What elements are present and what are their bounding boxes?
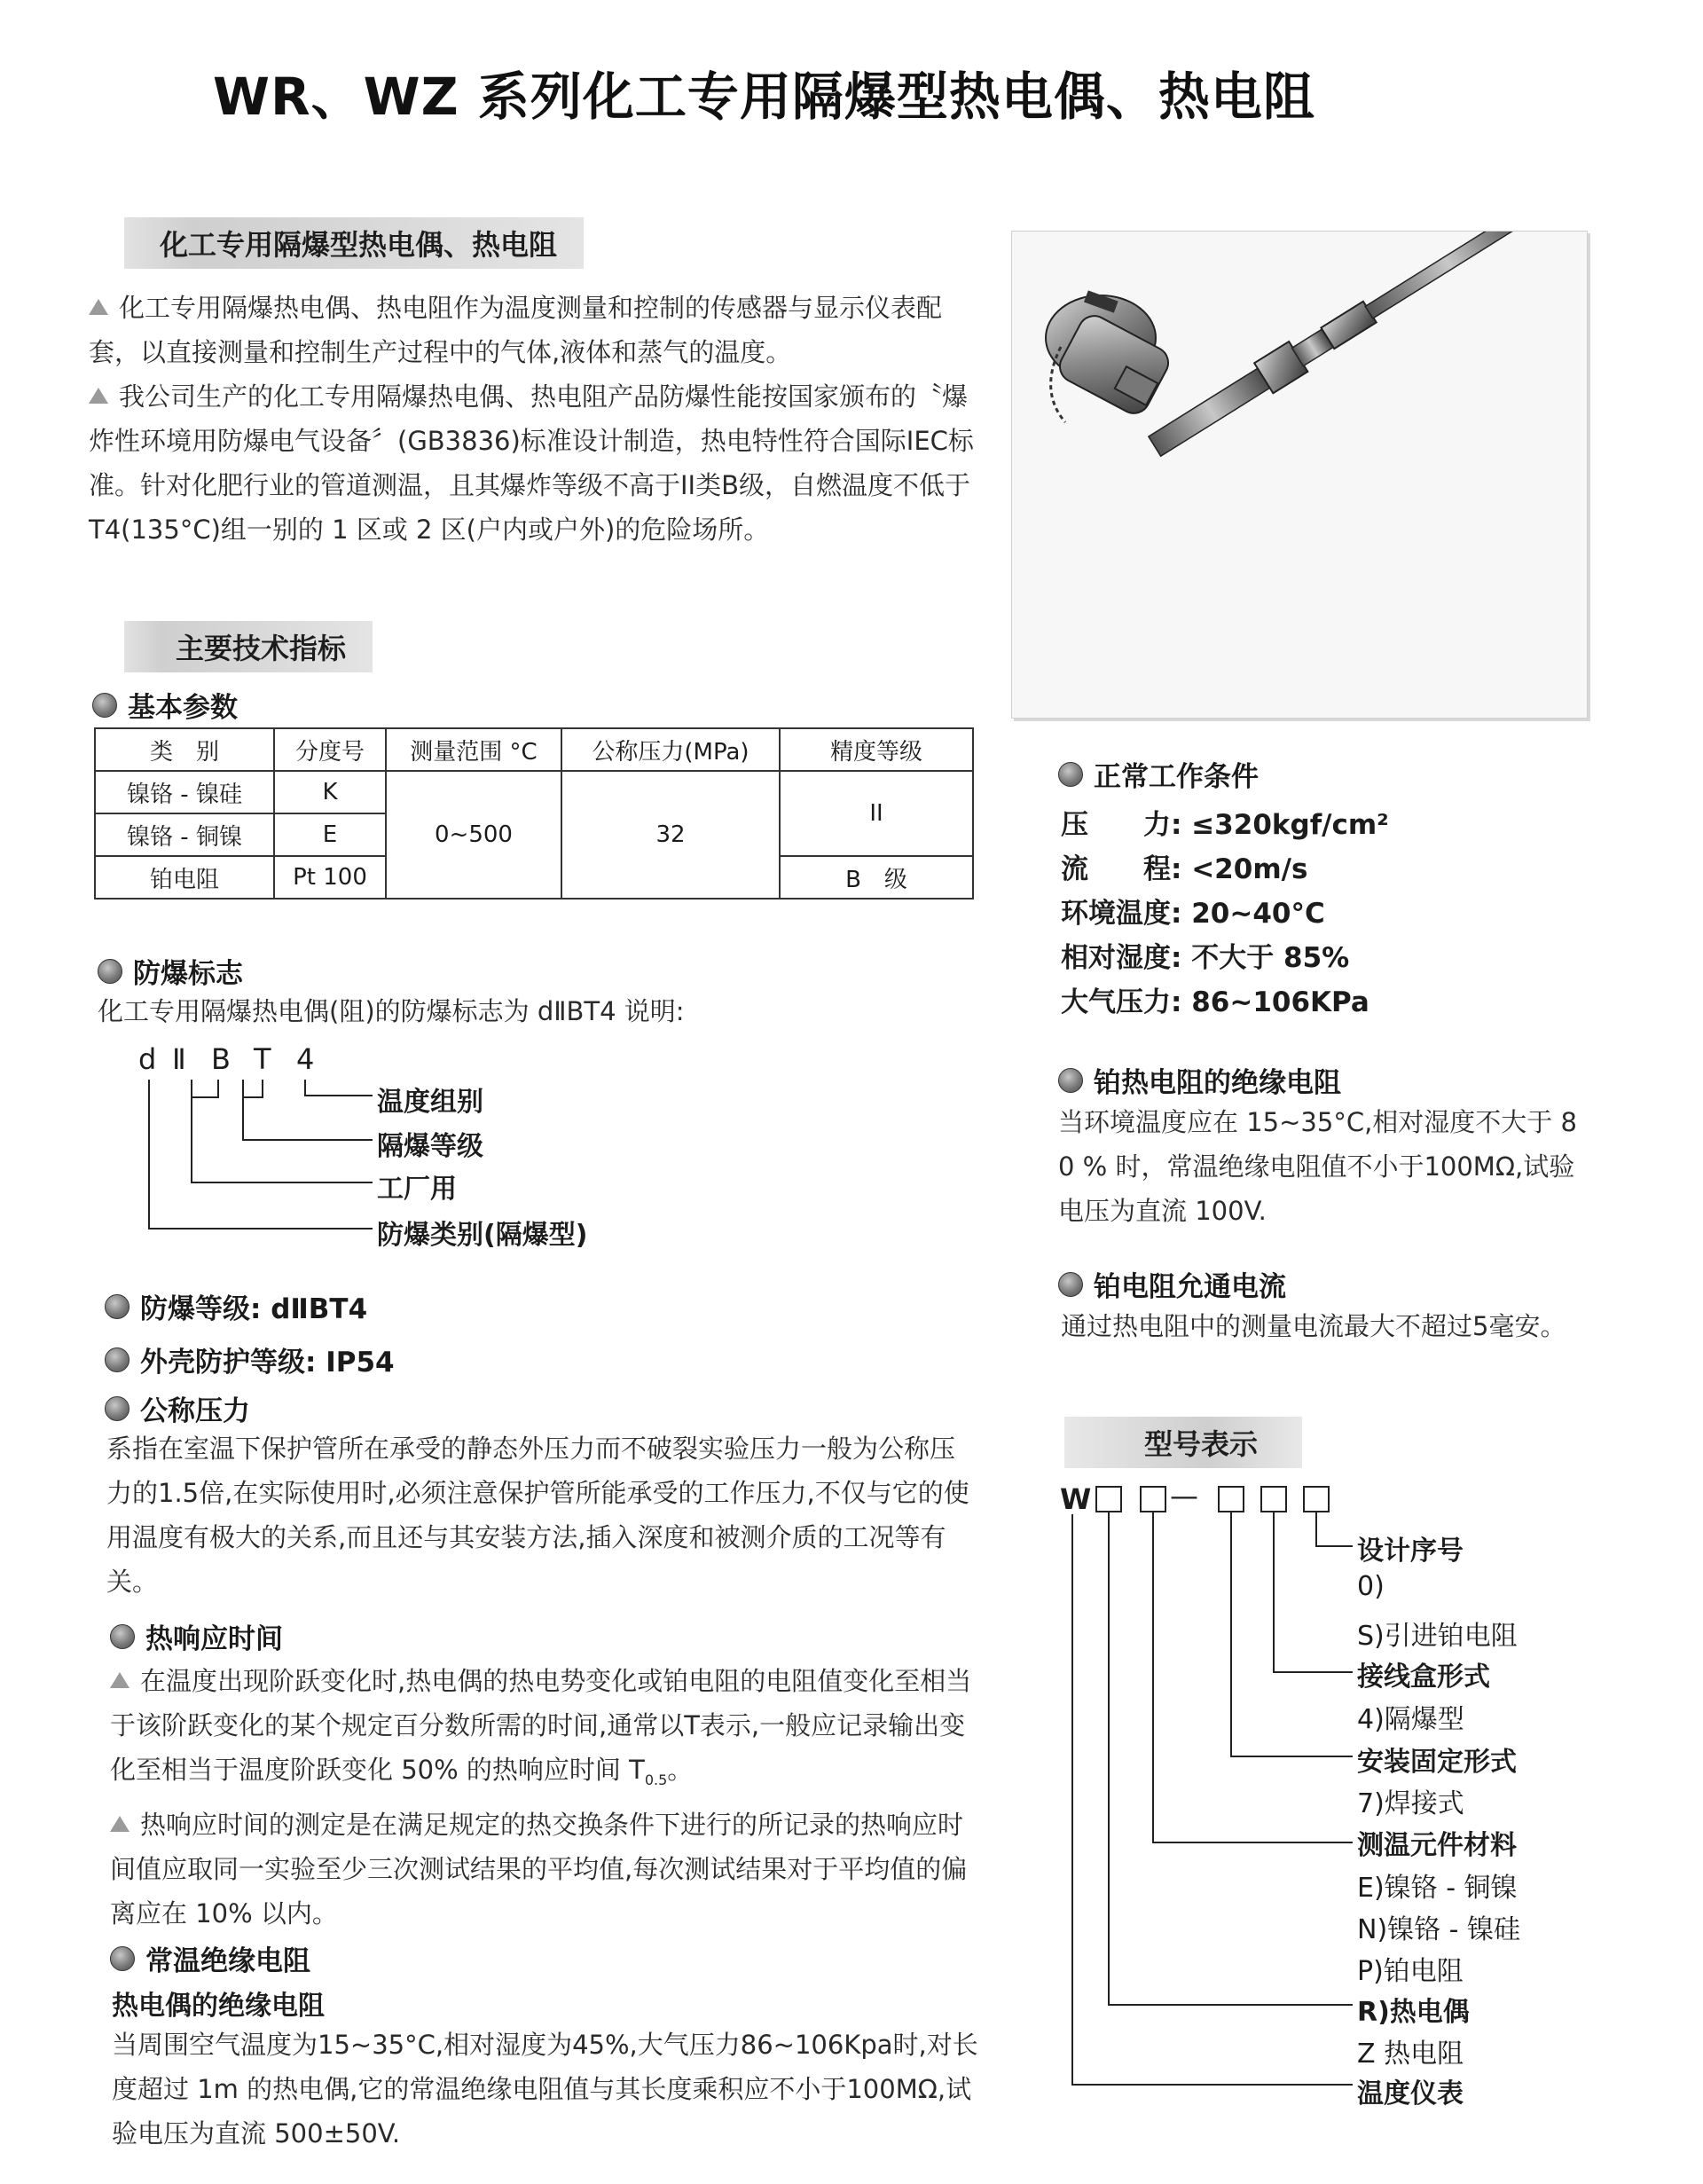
cell-type: 铂电阻: [95, 856, 274, 899]
label-factory-use: 工厂用: [377, 1174, 457, 1205]
page-title: WR、WZ 系列化工专用隔爆型热电偶、热电阻: [213, 67, 1315, 127]
insulation-heading: 常温绝缘电阻: [110, 1938, 310, 1978]
model-item: 设计序号: [1357, 1536, 1464, 1567]
model-item: Z 热电阻: [1357, 2039, 1464, 2070]
ex-mark-leader-lines: [133, 1042, 381, 1264]
model-item: N)镍铬 - 镍硅: [1357, 1914, 1521, 1945]
response-paragraph-1: 在温度出现阶跃变化时,热电偶的热电势变化或铂电阻的电阻值变化至相当于该阶跃变化的某个规定百分数所需的时间,通常以T表示,一般应记录输出变化至相当于温度阶跃变化 50% 的热响应时间 $T_{0.5}$。: [110, 1666, 972, 1788]
bullet-icon: [1058, 1068, 1083, 1093]
ex-mark-heading: 防爆标志: [98, 951, 243, 991]
code-4: 4: [296, 1042, 315, 1076]
code-ii: Ⅱ: [172, 1042, 186, 1076]
pt-current-heading: 铂电阻允通电流: [1058, 1264, 1286, 1304]
insulation-subheading: 热电偶的绝缘电阻: [112, 1991, 325, 2022]
bullet-icon: [105, 1396, 129, 1421]
table-header-row: [95, 728, 973, 771]
model-item: 4)隔爆型: [1357, 1704, 1464, 1735]
bullet-icon: [98, 959, 122, 984]
model-item: 温度仪表: [1357, 2078, 1464, 2109]
basic-params-table: [94, 727, 974, 900]
response-body: [110, 1659, 984, 1936]
cell-accuracy-1: II: [780, 771, 973, 856]
insulation-text: 当周围空气温度为15~35°C,相对湿度为45%,大气压力86~106Kpa时,对长度超过 1m 的热电偶,它的常温绝缘电阻值与其长度乘积应不小于100MΩ,试验电压为直流 500±50V.: [112, 2030, 978, 2149]
model-item: R)热电偶: [1357, 1997, 1470, 2028]
condition-atm-pressure: 大气压力: 86~106KPa: [1061, 986, 1369, 1018]
work-conditions-list: [1061, 803, 1389, 1025]
pt-current-text: 通过热电阻中的测量电流最大不超过5毫安。: [1061, 1311, 1566, 1341]
condition-pressure: 压 力: ≤320kgf/cm²: [1061, 809, 1389, 841]
model-item: 接线盒形式: [1357, 1662, 1490, 1693]
model-diagram: [1060, 1479, 1592, 2142]
cell-range: 0~500: [386, 771, 561, 899]
intro-heading: 化工专用隔爆型热电偶、热电阻: [124, 217, 584, 269]
col-header-grad: 分度号: [274, 728, 386, 771]
cell-grad: E: [274, 813, 386, 856]
label-flameproof-grade: 隔爆等级: [377, 1131, 483, 1162]
response-heading: 热响应时间: [110, 1616, 283, 1656]
thermocouple-image: [1012, 232, 1587, 718]
pt-insulation-text: 当环境温度应在 15~35°C,相对湿度不大于 8 0 % 时，常温绝缘电阻值不小于100MΩ,试验电压为直流 100V.: [1058, 1107, 1577, 1226]
model-item: 7)焊接式: [1357, 1788, 1464, 1819]
response-paragraph-2: 热响应时间的测定是在满足规定的热交换条件下进行的所记录的热响应时间值应取同一实验至少三次测试结果的平均值,每次测试结果对于平均值的偏离应在 10% 以内。: [110, 1809, 968, 1929]
condition-ambient-temp: 环境温度: 20~40°C: [1061, 898, 1325, 930]
nominal-pressure-text: 系指在室温下保护管所在承受的静态外压力而不破裂实验压力一般为公称压力的1.5倍,在实际使用时,必须注意保护管所能承受的工作压力,不仅与它的使用温度有极大的关系,而且还与其安装方法,插入深度和被测介质的工况等有关。: [106, 1434, 969, 1597]
bullet-icon: [92, 693, 117, 718]
condition-flow: 流 程: <20m/s: [1061, 853, 1308, 885]
basic-params-heading: 基本参数: [92, 685, 238, 725]
bullet-icon: [105, 1294, 129, 1319]
intro-body: [89, 286, 985, 552]
model-item: S)引进铂电阻: [1357, 1621, 1518, 1652]
condition-humidity: 相对湿度: 不大于 85%: [1061, 942, 1350, 974]
cell-grad: K: [274, 771, 386, 813]
ip-rating: 外壳防护等级: IP54: [105, 1339, 395, 1379]
triangle-icon: [89, 299, 108, 315]
cell-accuracy-2: B 级: [780, 856, 973, 899]
col-header-accuracy: 精度等级: [780, 728, 973, 771]
bullet-icon: [110, 1946, 135, 1971]
bullet-icon: [1058, 762, 1083, 787]
model-item: 测温元件材料: [1357, 1830, 1517, 1861]
code-b: B: [211, 1042, 231, 1076]
model-dash: —: [1170, 1479, 1198, 1512]
model-item: 0): [1357, 1571, 1385, 1602]
pt-insulation-heading: 铂热电阻的绝缘电阻: [1058, 1060, 1341, 1100]
cell-pressure: 32: [561, 771, 780, 899]
label-temperature-group: 温度组别: [377, 1087, 483, 1118]
model-prefix: W: [1060, 1482, 1092, 1516]
nominal-pressure-heading: 公称压力: [105, 1388, 250, 1428]
cell-type: 镍铬 - 镍硅: [95, 771, 274, 813]
bullet-icon: [110, 1624, 135, 1649]
bullet-icon: [105, 1347, 129, 1372]
code-t: T: [254, 1042, 271, 1076]
ex-mark-diagram: [133, 1042, 630, 1264]
model-leader-lines: [1060, 1486, 1362, 2142]
cell-type: 镍铬 - 铜镍: [95, 813, 274, 856]
work-conditions-heading: 正常工作条件: [1058, 754, 1259, 794]
ex-grade: 防爆等级: dⅡBT4: [105, 1286, 367, 1326]
model-item: E)镍铬 - 铜镍: [1357, 1873, 1518, 1904]
model-heading: 型号表示: [1064, 1417, 1302, 1468]
triangle-icon: [110, 1816, 129, 1832]
tech-heading: 主要技术指标: [124, 621, 373, 672]
table-row: [95, 771, 973, 813]
triangle-icon: [110, 1672, 129, 1688]
col-header-pressure: 公称压力(MPa): [561, 728, 780, 771]
intro-paragraph-1: 化工专用隔爆热电偶、热电阻作为温度测量和控制的传感器与显示仪表配套，以直接测量和控制生产过程中的气体,液体和蒸气的温度。: [89, 293, 943, 367]
product-photo: [1011, 231, 1588, 719]
code-d: d: [138, 1042, 157, 1076]
bullet-icon: [1058, 1272, 1083, 1297]
col-header-type: 类 别: [95, 728, 274, 771]
col-header-range: 测量范围 °C: [386, 728, 561, 771]
ex-mark-desc: 化工专用隔爆热电偶(阻)的防爆标志为 dⅡBT4 说明:: [98, 996, 685, 1026]
triangle-icon: [89, 388, 108, 404]
label-ex-category: 防爆类别(隔爆型): [377, 1220, 588, 1251]
cell-grad: Pt 100: [274, 856, 386, 899]
model-item: 安装固定形式: [1357, 1747, 1517, 1778]
model-item: P)铂电阻: [1357, 1956, 1464, 1987]
intro-paragraph-2: 我公司生产的化工专用隔爆热电偶、热电阻产品防爆性能按国家颁布的〝爆炸性环境用防爆电气设备〞(GB3836)标准设计制造，热电特性符合国际IEC标准。针对化肥行业的管道测温，且其爆炸等级不高于II类B级，自燃温度不低于T4(135°C)组一别的 1 区或 2 区(户内或户外)的危险场所。: [89, 381, 974, 545]
